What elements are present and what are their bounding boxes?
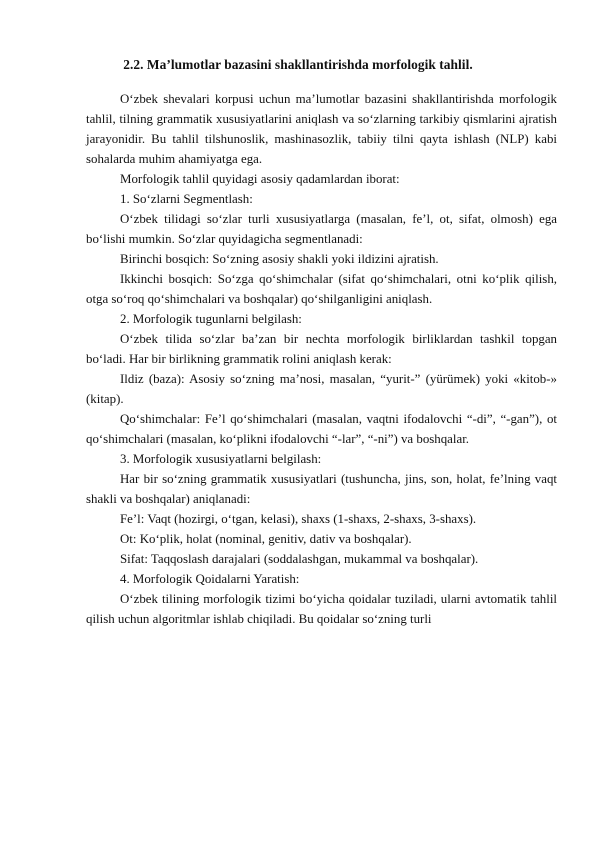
paragraph-stage-two: Ikkinchi bosqich: So‘zga qo‘shimchalar (sifat qo‘shimchalari, otni ko‘plik qilish, otga so‘roq qo‘shimchalari va boshqalar) qo‘shilganligini aniqlash. (86, 272, 557, 306)
paragraph-rules: O‘zbek tilining morfologik tizimi bo‘yicha qoidalar tuziladi, ularni avtomatik tahlil qilish uchun algoritmlar ishlab chiqiladi. Bu qoidalar so‘zning turli (86, 592, 557, 626)
section-heading: 2.2. Ma’lumotlar bazasini shakllantirishda morfologik tahlil. (123, 57, 473, 72)
paragraph-features: Har bir so‘zning grammatik xususiyatlari (tushuncha, jins, son, holat, fe’lning vaqt shakli va boshqalar) aniqlanadi: (86, 472, 557, 506)
paragraph-verb: Fe’l: Vaqt (hozirgi, o‘tgan, kelasi), shaxs (1-shaxs, 2-shaxs, 3-shaxs). (120, 512, 477, 526)
paragraph-units: O‘zbek tilida so‘zlar ba’zan bir nechta morfologik birliklardan tashkil topgan bo‘ladi. Har bir birlikning grammatik rolini aniqlash kerak: (86, 332, 557, 366)
paragraph-root: Ildiz (baza): Asosiy so‘zning ma’nosi, masalan, “yurit-” (yürümek) yoki «kitob-» (kitap). (86, 372, 557, 406)
step-heading-segmentation: 1. So‘zlarni Segmentlash: (120, 192, 253, 206)
paragraph-noun: Ot: Ko‘plik, holat (nominal, genitiv, dativ va boshqalar). (120, 532, 412, 546)
paragraph-suffixes: Qo‘shimchalar: Fe’l qo‘shimchalari (masalan, vaqtni ifodalovchi “-di”, “-gan”), ot qo‘shimchalari (masalan, ko‘plikni ifodalovchi “-lar”, “-ni”) va boshqalar. (86, 412, 557, 446)
paragraph-segmentation: O‘zbek tilidagi so‘zlar turli xususiyatlarga (masalan, fe’l, ot, sifat, olmosh) ega bo‘lishi mumkin. So‘zlar quyidagicha segmentlanadi: (86, 212, 557, 246)
step-heading-nodes: 2. Morfologik tugunlarni belgilash: (120, 312, 302, 326)
paragraph-stage-one: Birinchi bosqich: So‘zning asosiy shakli yoki ildizini ajratish. (120, 252, 439, 266)
step-heading-features: 3. Morfologik xususiyatlarni belgilash: (120, 452, 322, 466)
paragraph-adjective: Sifat: Taqqoslash darajalari (soddalashgan, mukammal va boshqalar). (120, 552, 479, 566)
paragraph-steps-intro: Morfologik tahlil quyidagi asosiy qadamlardan iborat: (120, 172, 400, 186)
paragraph-intro: O‘zbek shevalari korpusi uchun ma’lumotlar bazasini shakllantirishda morfologik tahlil, tilning grammatik xususiyatlarini aniqlash va so‘zlarning tarkibiy qismlarini ajratish jarayonidir. Bu tahlil tilshunoslik, mashinasozlik, tabiiy tilni qayta ishlash (NLP) kabi sohalarda muhim ahamiyatga ega. (86, 92, 557, 166)
step-heading-rules: 4. Morfologik Qoidalarni Yaratish: (120, 572, 300, 586)
document-body (86, 89, 557, 629)
